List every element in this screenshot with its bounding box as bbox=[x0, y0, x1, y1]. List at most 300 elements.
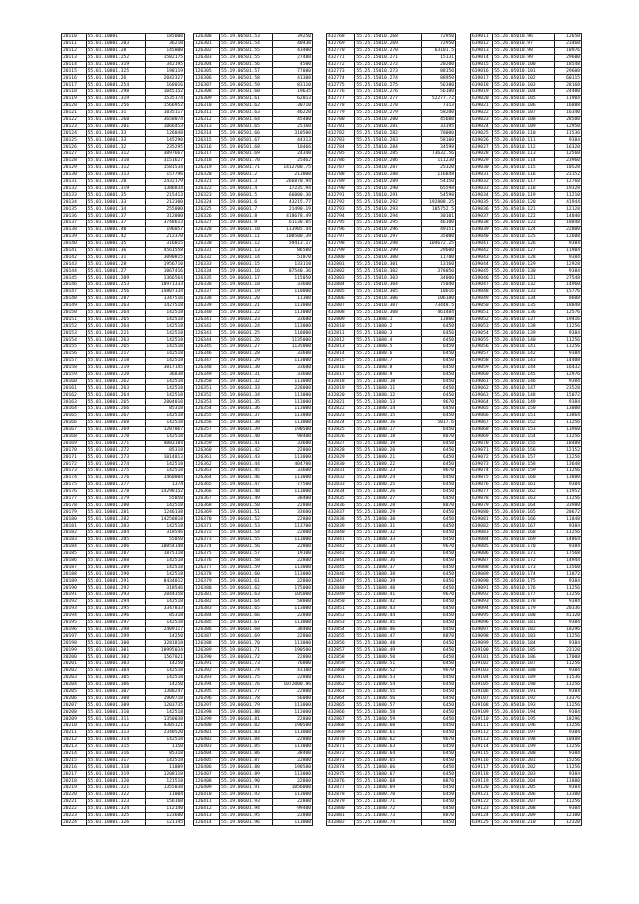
table-row bbox=[62, 543, 185, 550]
amount-cell: 36210 bbox=[145, 40, 184, 47]
code-cell: 55.26.05010.145 bbox=[493, 371, 555, 378]
row-number-cell: 20220 bbox=[62, 791, 87, 798]
row-number-cell: 432815 bbox=[327, 357, 355, 364]
amount-cell: 113000 bbox=[272, 537, 312, 544]
code-cell: 55.26.05010.126 bbox=[493, 240, 555, 247]
table-row bbox=[471, 268, 582, 275]
code-cell: 55.25.11080.15 bbox=[355, 412, 422, 419]
amount-cell: 9384 bbox=[555, 378, 582, 385]
row-number-cell: 20183 bbox=[62, 537, 87, 544]
amount-cell: 1135000 bbox=[272, 344, 312, 351]
row-number-cell: 20121 bbox=[62, 109, 87, 116]
code-cell: 55.25.15010.296 bbox=[355, 226, 422, 233]
row-number-cell: 639012 bbox=[471, 40, 493, 47]
amount-cell: 58200 bbox=[422, 109, 456, 116]
code-cell: 55.26.05010.120 bbox=[493, 199, 555, 206]
amount-cell: 18548 bbox=[555, 61, 582, 68]
table-row bbox=[471, 550, 582, 557]
amount-cell: 113000 bbox=[272, 399, 312, 406]
table-row bbox=[327, 612, 456, 619]
table-row bbox=[194, 137, 313, 144]
amount-cell: 70000 bbox=[422, 130, 456, 137]
row-number-cell: 20162 bbox=[62, 392, 87, 399]
amount-cell: 8608 bbox=[555, 295, 582, 302]
row-number-cell: 432826 bbox=[327, 433, 355, 440]
table-row bbox=[471, 667, 582, 674]
row-number-cell: 20211 bbox=[62, 729, 87, 736]
amount-cell: 113000 bbox=[272, 392, 312, 399]
amount-cell: 9670 bbox=[422, 399, 456, 406]
table-row bbox=[471, 791, 582, 798]
amount-cell: 6450 bbox=[422, 371, 456, 378]
row-number-cell: 639044 bbox=[471, 261, 493, 268]
code-cell: 55.25.11080.31 bbox=[355, 523, 422, 530]
table-row bbox=[471, 626, 582, 633]
row-number-cell: 432878 bbox=[327, 791, 355, 798]
row-number-cell: 639119 bbox=[471, 778, 493, 785]
table-row bbox=[471, 192, 582, 199]
row-number-cell: 432881 bbox=[327, 812, 355, 819]
amount-cell: 17568 bbox=[555, 550, 582, 557]
amount-cell: 113000 bbox=[272, 819, 312, 826]
table-row bbox=[471, 661, 582, 668]
amount-cell: 73448.5 bbox=[422, 302, 456, 309]
row-number-cell: 126319 bbox=[194, 164, 220, 171]
code-cell: 55.19.06601.10 bbox=[220, 226, 272, 233]
row-number-cell: 432875 bbox=[327, 771, 355, 778]
amount-cell: 18848 bbox=[555, 302, 582, 309]
table-row bbox=[327, 716, 456, 723]
row-number-cell: 126380 bbox=[194, 585, 220, 592]
table-row bbox=[471, 89, 582, 96]
code-cell: 55.19.06601.6 bbox=[220, 199, 272, 206]
amount-cell: 6450 bbox=[422, 605, 456, 612]
amount-cell: 9384 bbox=[555, 240, 582, 247]
table-row bbox=[194, 61, 313, 68]
amount-cell: 33600 bbox=[272, 468, 312, 475]
code-cell: 55.26.05010.199 bbox=[493, 743, 555, 750]
table-row bbox=[471, 674, 582, 681]
table-row bbox=[471, 261, 582, 268]
table-row bbox=[471, 530, 582, 537]
table-row bbox=[327, 40, 456, 47]
table-row bbox=[327, 316, 456, 323]
table-row bbox=[62, 647, 185, 654]
row-number-cell: 126323 bbox=[194, 192, 220, 199]
code-cell: 55.25.11080.50 bbox=[355, 654, 422, 661]
code-cell: 55.25.15010.307 bbox=[355, 302, 422, 309]
code-cell: 55.01.10801.31 bbox=[86, 254, 145, 261]
amount-cell: 145000 bbox=[145, 47, 184, 54]
row-number-cell: 126313 bbox=[194, 123, 220, 130]
code-cell: 55.19.06601.16 bbox=[220, 268, 272, 275]
table-row bbox=[327, 309, 456, 316]
table-row bbox=[471, 736, 582, 743]
table-row bbox=[194, 516, 313, 523]
table-row bbox=[62, 268, 185, 275]
row-number-cell: 639037 bbox=[471, 213, 493, 220]
code-cell: 55.01.10801.273 bbox=[86, 454, 145, 461]
row-number-cell: 432861 bbox=[327, 674, 355, 681]
table-row bbox=[471, 599, 582, 606]
table-row bbox=[194, 392, 313, 399]
row-number-cell: 126359 bbox=[194, 440, 220, 447]
code-cell: 55.19.06501.68 bbox=[220, 144, 272, 151]
table-row bbox=[62, 199, 185, 206]
amount-cell: 7313 bbox=[422, 102, 456, 109]
amount-cell: 142518 bbox=[145, 419, 184, 426]
code-cell: 55.19.06601.2 bbox=[220, 171, 272, 178]
amount-cell: 10488 bbox=[555, 736, 582, 743]
table-row bbox=[194, 633, 313, 640]
table-row bbox=[471, 288, 582, 295]
code-cell: 55.26.05010.110 bbox=[493, 130, 555, 137]
table-row bbox=[62, 102, 185, 109]
code-cell: 55.26.05010.155 bbox=[493, 440, 555, 447]
code-cell: 55.19.06601.22 bbox=[220, 309, 272, 316]
row-number-cell: 432825 bbox=[327, 426, 355, 433]
row-number-cell: 20130 bbox=[62, 171, 87, 178]
row-number-cell: 20191 bbox=[62, 592, 87, 599]
amount-cell: 11210 bbox=[555, 192, 582, 199]
row-number-cell: 639014 bbox=[471, 54, 493, 61]
amount-cell: 11256 bbox=[555, 723, 582, 730]
amount-cell: 14250018 bbox=[145, 516, 184, 523]
row-number-cell: 126371 bbox=[194, 523, 220, 530]
code-cell: 55.26.05010.206 bbox=[493, 791, 555, 798]
table-row bbox=[327, 481, 456, 488]
table-row bbox=[471, 468, 582, 475]
table-row bbox=[327, 495, 456, 502]
amount-cell: 1386834 bbox=[145, 185, 184, 192]
table-row bbox=[194, 75, 313, 82]
amount-cell: 378050 bbox=[422, 268, 456, 275]
amount-cell: 156160 bbox=[145, 798, 184, 805]
row-number-cell: 639075 bbox=[471, 475, 493, 482]
amount-cell: 106180 bbox=[422, 295, 456, 302]
code-cell: 55.19.06501.55 bbox=[220, 47, 272, 54]
code-cell: 55.25.11080.63 bbox=[355, 743, 422, 750]
amount-cell: 142518 bbox=[145, 433, 184, 440]
amount-cell: 72950 bbox=[422, 40, 456, 47]
code-cell: 55.25.11080.58 bbox=[355, 709, 422, 716]
table-row bbox=[471, 378, 582, 385]
row-number-cell: 639030 bbox=[471, 164, 493, 171]
amount-cell: 142518 bbox=[145, 709, 184, 716]
table-row bbox=[194, 585, 313, 592]
row-number-cell: 432870 bbox=[327, 736, 355, 743]
table-row bbox=[194, 674, 313, 681]
code-cell: 55.01.10801.274 bbox=[86, 461, 145, 468]
amount-cell: 1056000 bbox=[272, 785, 312, 792]
amount-cell: 46220 bbox=[272, 109, 312, 116]
table-row bbox=[327, 440, 456, 447]
amount-cell: 6450 bbox=[422, 729, 456, 736]
amount-cell: 18296 bbox=[555, 626, 582, 633]
table-row bbox=[194, 164, 313, 171]
row-number-cell: 432847 bbox=[327, 578, 355, 585]
table-row bbox=[62, 433, 185, 440]
row-number-cell: 20137 bbox=[62, 220, 87, 227]
table-row bbox=[471, 220, 582, 227]
table-row bbox=[194, 378, 313, 385]
amount-cell: 6450 bbox=[422, 364, 456, 371]
row-number-cell: 20198 bbox=[62, 640, 87, 647]
row-number-cell: 20187 bbox=[62, 564, 87, 571]
amount-cell: 1045152 bbox=[145, 89, 184, 96]
row-number-cell: 126327 bbox=[194, 220, 220, 227]
amount-cell: 12950 bbox=[555, 123, 582, 130]
amount-cell: 6450 bbox=[422, 516, 456, 523]
amount-cell: 113000 bbox=[272, 454, 312, 461]
table-row bbox=[62, 626, 185, 633]
table-row bbox=[327, 791, 456, 798]
amount-cell: 1208118 bbox=[145, 771, 184, 778]
row-number-cell: 639040 bbox=[471, 233, 493, 240]
row-number-cell: 126349 bbox=[194, 371, 220, 378]
row-number-cell: 432811 bbox=[327, 330, 355, 337]
row-number-cell: 432809 bbox=[327, 316, 355, 323]
row-number-cell: 126375 bbox=[194, 550, 220, 557]
code-cell: 55.25.11080.39 bbox=[355, 578, 422, 585]
amount-cell: 24340 bbox=[272, 151, 312, 158]
amount-cell: 9384 bbox=[555, 771, 582, 778]
row-number-cell: 20179 bbox=[62, 509, 87, 516]
row-number-cell: 126361 bbox=[194, 454, 220, 461]
row-number-cell: 432850 bbox=[327, 599, 355, 606]
table-row bbox=[62, 654, 185, 661]
table-row bbox=[471, 716, 582, 723]
row-number-cell: 639098 bbox=[471, 633, 493, 640]
amount-cell: 55050 bbox=[145, 495, 184, 502]
amount-cell: 24480 bbox=[555, 89, 582, 96]
table-row bbox=[62, 440, 185, 447]
amount-cell: 11004 bbox=[145, 791, 184, 798]
code-cell: 55.26.05010.103 bbox=[493, 82, 555, 89]
row-number-cell: 20168 bbox=[62, 433, 87, 440]
row-number-cell: 432776 bbox=[327, 89, 355, 96]
table-row bbox=[471, 40, 582, 47]
amount-cell: 6450 bbox=[422, 481, 456, 488]
table-row bbox=[327, 288, 456, 295]
amount-cell: 30101 bbox=[422, 213, 456, 220]
amount-cell: 22800 bbox=[272, 654, 312, 661]
table-row bbox=[471, 282, 582, 289]
row-number-cell: 432821 bbox=[327, 399, 355, 406]
row-number-cell: 20151 bbox=[62, 316, 87, 323]
code-cell: 55.25.15010.297 bbox=[355, 233, 422, 240]
row-number-cell: 20175 bbox=[62, 481, 87, 488]
amount-cell: 77080 bbox=[272, 68, 312, 75]
table-row bbox=[471, 412, 582, 419]
amount-cell: 60115 bbox=[555, 75, 582, 82]
code-cell: 55.25.15010.273 bbox=[355, 68, 422, 75]
amount-cell: 49151 bbox=[422, 226, 456, 233]
table-row bbox=[471, 309, 582, 316]
amount-cell: 9670 bbox=[422, 736, 456, 743]
row-number-cell: 126333 bbox=[194, 261, 220, 268]
table-row bbox=[327, 550, 456, 557]
amount-cell: 6450 bbox=[422, 626, 456, 633]
code-cell: 55.25.11080.51 bbox=[355, 661, 422, 668]
code-cell: 55.25.11080.7 bbox=[355, 357, 422, 364]
table-row bbox=[327, 557, 456, 564]
amount-cell: 19328 bbox=[555, 185, 582, 192]
row-number-cell: 126379 bbox=[194, 578, 220, 585]
row-number-cell: 639113 bbox=[471, 736, 493, 743]
table-row bbox=[471, 481, 582, 488]
amount-cell: 235295 bbox=[145, 144, 184, 151]
amount-cell: 316015 bbox=[145, 240, 184, 247]
table-row bbox=[471, 226, 582, 233]
table-row bbox=[194, 557, 313, 564]
amount-cell: 1582175 bbox=[145, 54, 184, 61]
table-row bbox=[62, 240, 185, 247]
table-row bbox=[194, 302, 313, 309]
code-cell: 55.26.05010.159 bbox=[493, 468, 555, 475]
table-row bbox=[194, 357, 313, 364]
row-number-cell: 20112 bbox=[62, 47, 87, 54]
row-number-cell: 20154 bbox=[62, 337, 87, 344]
table-row bbox=[62, 805, 185, 812]
table-row bbox=[471, 750, 582, 757]
table-row bbox=[471, 592, 582, 599]
amount-cell: 34000 bbox=[422, 275, 456, 282]
table-row bbox=[327, 681, 456, 688]
table-row bbox=[471, 392, 582, 399]
table-row bbox=[327, 68, 456, 75]
table-row bbox=[471, 571, 582, 578]
code-cell: 55.26.05010.122 bbox=[493, 213, 555, 220]
code-cell: 55.19.06601.54 bbox=[220, 530, 272, 537]
code-cell: 55.26.05010.99 bbox=[493, 54, 555, 61]
code-cell: 55.19.06601.76 bbox=[220, 681, 272, 688]
code-cell: 55.26.05010.100 bbox=[493, 61, 555, 68]
code-cell: 55.19.06601.25 bbox=[220, 330, 272, 337]
row-number-cell: 126362 bbox=[194, 461, 220, 468]
table-row bbox=[194, 571, 313, 578]
code-cell: 55.01.10801.287 bbox=[86, 295, 145, 302]
table-row bbox=[327, 89, 456, 96]
row-number-cell: 639100 bbox=[471, 647, 493, 654]
code-cell: 55.01.10801.26 bbox=[86, 75, 145, 82]
code-cell: 55.01.10801.296 bbox=[86, 612, 145, 619]
code-cell: 55.25.11080.64 bbox=[355, 750, 422, 757]
amount-cell: 56000 bbox=[272, 695, 312, 702]
amount-cell: 14040 bbox=[555, 213, 582, 220]
table-row bbox=[194, 350, 313, 357]
row-number-cell: 432799 bbox=[327, 247, 355, 254]
row-number-cell: 126372 bbox=[194, 530, 220, 537]
row-number-cell: 20178 bbox=[62, 502, 87, 509]
row-number-cell: 639080 bbox=[471, 509, 493, 516]
table-row bbox=[194, 275, 313, 282]
table-row bbox=[62, 468, 185, 475]
row-number-cell: 639049 bbox=[471, 295, 493, 302]
code-cell: 55.01.10801.294 bbox=[86, 599, 145, 606]
code-cell: 55.01.10801.295 bbox=[86, 605, 145, 612]
code-cell: 55.01.10801.35 bbox=[86, 192, 145, 199]
code-cell: 55.19.06601.21 bbox=[220, 302, 272, 309]
row-number-cell: 432843 bbox=[327, 550, 355, 557]
amount-cell: 85318 bbox=[145, 406, 184, 413]
table-row bbox=[194, 96, 313, 103]
code-cell: 55.25.11080.57 bbox=[355, 702, 422, 709]
code-cell: 55.26.05010.182 bbox=[493, 626, 555, 633]
amount-cell: 17008 bbox=[555, 654, 582, 661]
code-cell: 55.26.05010.101 bbox=[493, 68, 555, 75]
amount-cell: 9384 bbox=[555, 543, 582, 550]
row-number-cell: 20224 bbox=[62, 819, 87, 826]
row-number-cell: 432871 bbox=[327, 743, 355, 750]
row-number-cell: 432785 bbox=[327, 151, 355, 158]
row-number-cell: 126300 bbox=[194, 34, 220, 41]
amount-cell: 23120 bbox=[555, 647, 582, 654]
table-row bbox=[327, 447, 456, 454]
table-row bbox=[471, 178, 582, 185]
amount-cell: 6450 bbox=[422, 337, 456, 344]
amount-cell: 6450 bbox=[422, 454, 456, 461]
table-row bbox=[327, 385, 456, 392]
row-number-cell: 20177 bbox=[62, 495, 87, 502]
table-row bbox=[327, 213, 456, 220]
code-cell: 55.26.05010.210 bbox=[493, 819, 555, 826]
table-row bbox=[327, 750, 456, 757]
table-row bbox=[327, 564, 456, 571]
table-row bbox=[62, 178, 185, 185]
code-cell: 55.01.10801.326 bbox=[86, 819, 145, 826]
amount-cell: 168016 bbox=[145, 82, 184, 89]
amount-cell: 6450 bbox=[422, 688, 456, 695]
table-row bbox=[327, 192, 456, 199]
code-cell: 55.25.11080.36 bbox=[355, 557, 422, 564]
amount-cell: 142518 bbox=[145, 523, 184, 530]
code-cell: 55.01.10801.263 bbox=[86, 385, 145, 392]
code-cell: 55.01.10801.256 bbox=[86, 288, 145, 295]
amount-cell: 13960 bbox=[555, 426, 582, 433]
row-number-cell: 20138 bbox=[62, 226, 87, 233]
table-row bbox=[471, 61, 582, 68]
table-row bbox=[62, 475, 185, 482]
table-row bbox=[194, 564, 313, 571]
amount-cell: 190500 bbox=[272, 647, 312, 654]
amount-cell: 6450 bbox=[422, 702, 456, 709]
table-row bbox=[471, 640, 582, 647]
code-cell: 55.19.06601.33 bbox=[220, 385, 272, 392]
amount-cell: 6450 bbox=[422, 426, 456, 433]
code-cell: 55.25.11080.38 bbox=[355, 571, 422, 578]
amount-cell: 190500 bbox=[272, 426, 312, 433]
amount-cell: 33600 bbox=[272, 371, 312, 378]
code-cell: 55.25.15010.268 bbox=[355, 34, 422, 41]
table-row bbox=[327, 626, 456, 633]
amount-cell: 87540.36 bbox=[272, 268, 312, 275]
table-row bbox=[62, 171, 185, 178]
table-row bbox=[62, 316, 185, 323]
table-row bbox=[327, 599, 456, 606]
code-cell: 55.25.11080.55 bbox=[355, 688, 422, 695]
row-number-cell: 20117 bbox=[62, 82, 87, 89]
table-row bbox=[62, 419, 185, 426]
row-number-cell: 126318 bbox=[194, 158, 220, 165]
amount-cell: 38400 bbox=[272, 626, 312, 633]
amount-cell: 6450 bbox=[422, 530, 456, 537]
table-row bbox=[327, 268, 456, 275]
row-number-cell: 432849 bbox=[327, 592, 355, 599]
code-cell: 55.25.11080.3 bbox=[355, 330, 422, 337]
amount-cell: 318546 bbox=[145, 585, 184, 592]
row-number-cell: 20119 bbox=[62, 96, 87, 103]
